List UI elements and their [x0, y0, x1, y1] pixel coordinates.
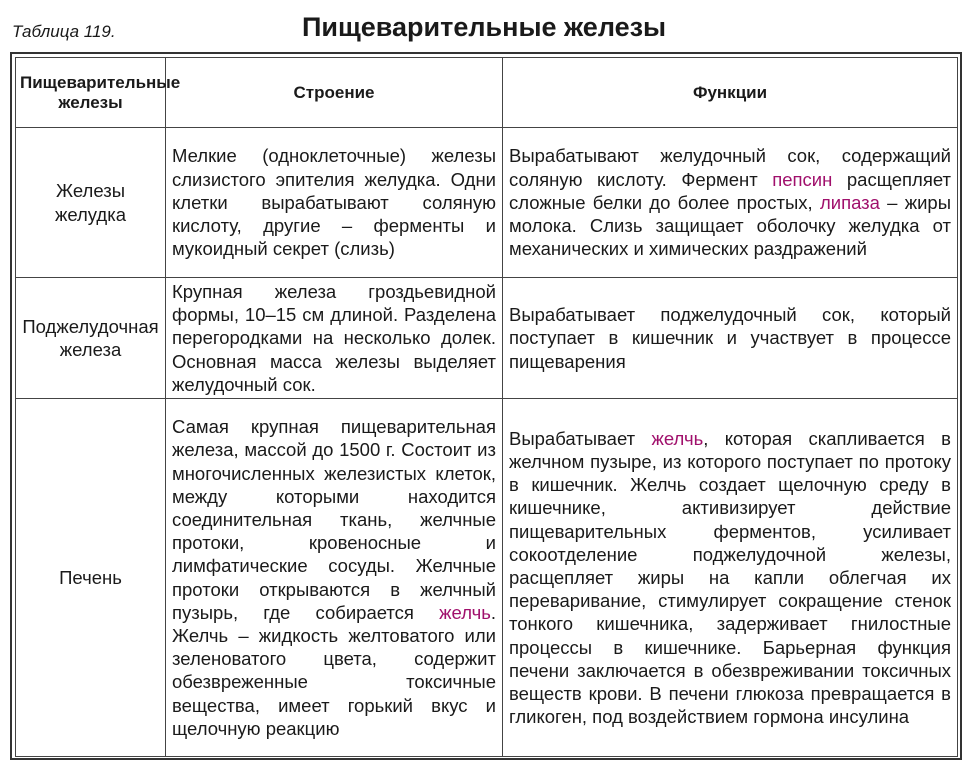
term-highlight: желчь: [439, 601, 491, 623]
glands-table: [15, 57, 958, 757]
function-text: Вырабатывает: [509, 427, 652, 449]
table-caption: Таблица 119.: [12, 22, 116, 41]
column-header-functions: Функции: [503, 58, 958, 128]
term-highlight: желчь: [651, 427, 704, 449]
gland-structure: Мелкие (одноклеточные) железы слизистого эпителия желудка. Одни клетки вырабатывают соляную кислоту, другие – ферменты и мукоидный секрет (слизь): [166, 128, 503, 278]
gland-function: [503, 128, 958, 278]
table-row: [16, 278, 958, 399]
function-text: – жиры молока. Слизь защищает оболочку желудка от механических и химических раздражений: [509, 191, 951, 260]
table-row: [16, 399, 958, 757]
gland-name: Железы желудка: [16, 128, 166, 278]
table-row: [16, 128, 958, 278]
gland-structure: Крупная железа гроздьевидной формы, 10–15 см длиной. Разделена перегородками на несколько долек. Основная масса железы выделяет желудочный сок.: [166, 278, 503, 399]
column-header-structure: Строение: [166, 58, 503, 128]
gland-name: Печень: [16, 399, 166, 757]
gland-structure: [166, 399, 503, 757]
function-text: , которая скапливается в желчном пузыре, из которого поступает по протоку в кишечник. Желчь создает щелочную среду в кишечнике, активизирует действие пищеварительных ферментов, усиливает сокоотделение поджелудочной железы, расщепляет жиры на капли облегчая их переваривание, стимулирует сокращение стенок тонкого кишечника, задерживает гнилостные процессы в кишечнике. Барьерная функция печени заключается в обезвреживании токсичных веществ крови. В печени глюкоза превращается в гликоген, под воздействием гормона инсулина: [509, 427, 952, 728]
structure-text: Самая крупная пищеварительная железа, массой до 1500 г. Состоит из многочисленных железистых клеток, между которыми находится соединительная ткань, желчные протоки, кровеносные и лимфатические сосуды. Желчные протоки открываются в желчный пузырь, где собирается: [172, 416, 496, 623]
table-frame: [10, 52, 962, 760]
column-header-glands: Пищеварительные железы: [16, 58, 166, 128]
gland-name: Поджелудочная железа: [16, 278, 166, 399]
gland-function: Вырабатывает поджелудочный сок, который поступает в кишечник и участвует в процессе пищеварения: [503, 278, 958, 399]
function-text: расщепляет сложные белки до более простых,: [509, 168, 951, 213]
page-title: Пищеварительные железы: [302, 12, 667, 42]
gland-function: [503, 399, 958, 757]
header-row: [16, 58, 958, 128]
term-highlight: пепсин: [772, 168, 833, 190]
structure-text: . Желчь – жидкость желтоватого или зеленоватого цвета, содержит обезвреженные токсичные вещества, имеет горький вкус и щелочную реакцию: [172, 601, 496, 739]
term-highlight: липаза: [819, 191, 880, 213]
function-text: Вырабатывают желудочный сок, содержащий соляную кислоту. Фермент: [509, 145, 951, 190]
